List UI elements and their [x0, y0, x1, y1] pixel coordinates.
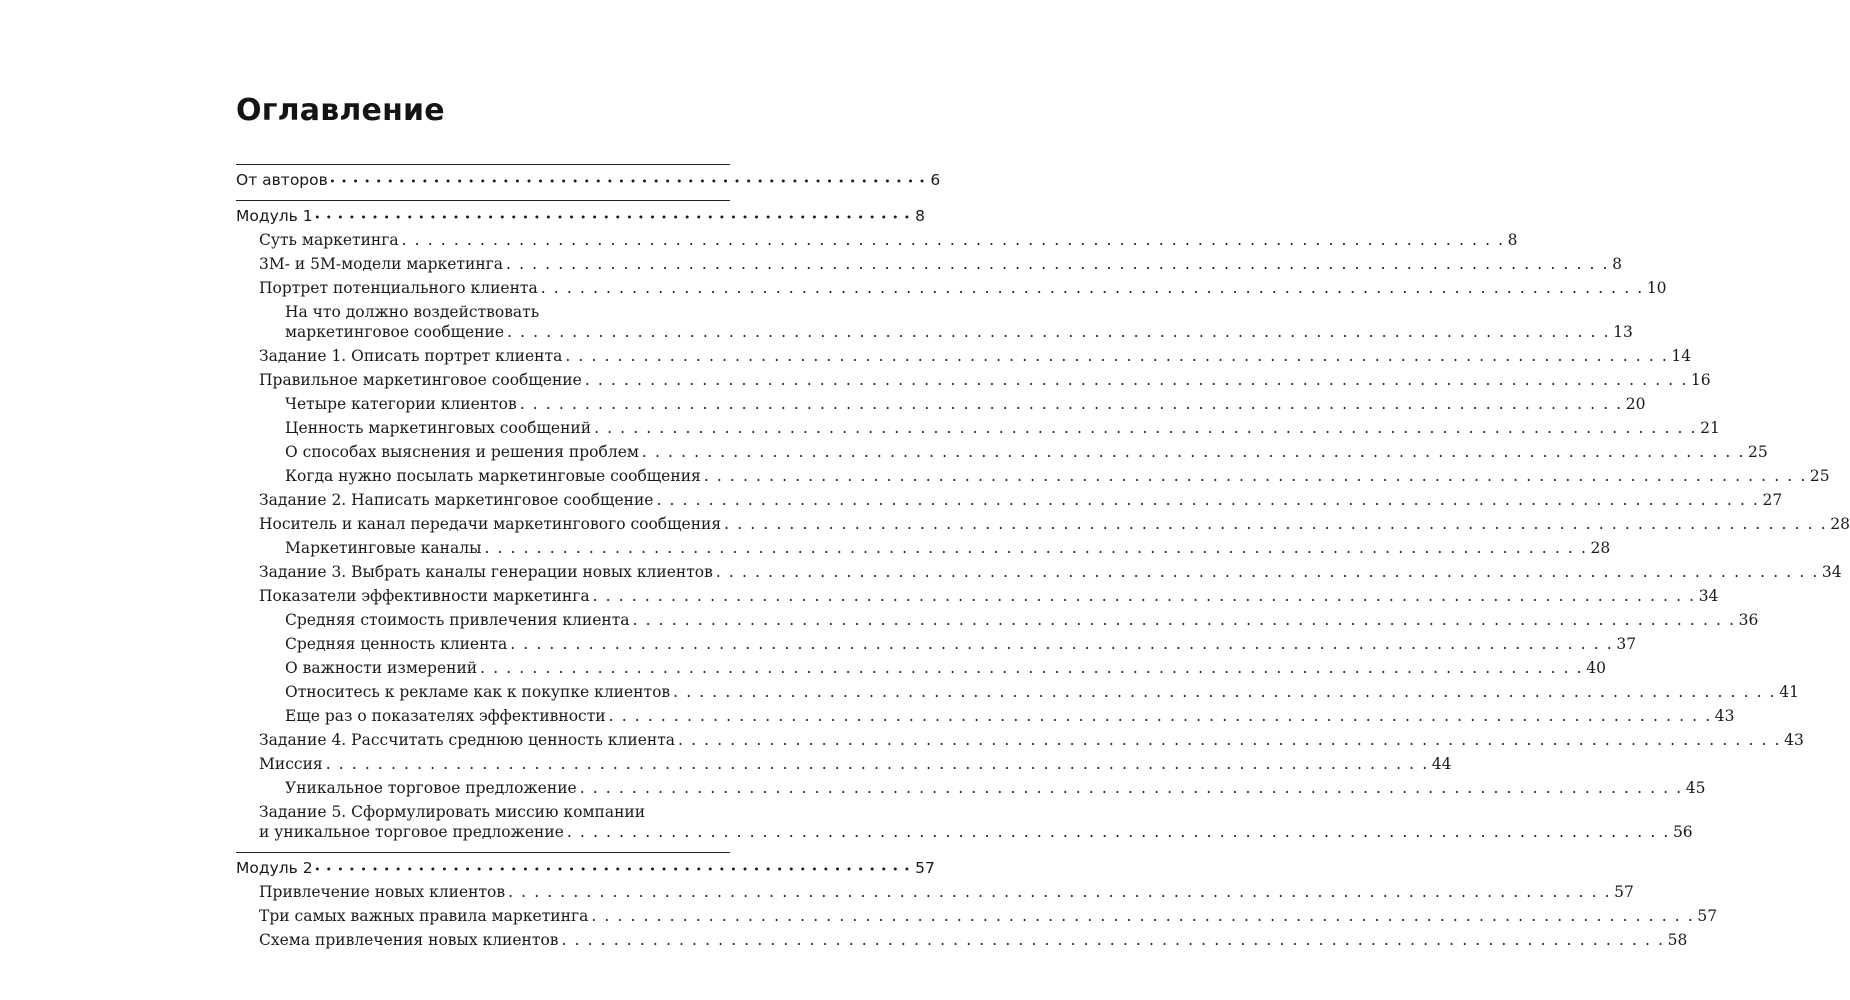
toc-entry-title: О способах выяснения и решения проблем — [285, 443, 639, 461]
toc-entry-page: 13 — [1613, 323, 1633, 341]
toc-entry[interactable] — [236, 303, 730, 323]
toc-entry-title: На что должно воздействовать — [285, 303, 540, 321]
toc-entry-page: 43 — [1714, 707, 1735, 725]
toc-entry[interactable] — [236, 683, 1799, 707]
toc-entry[interactable] — [236, 883, 1634, 907]
dot-leader — [506, 255, 1609, 273]
dot-leader — [562, 931, 1665, 949]
toc-entry-title: 3М- и 5М-модели маркетинга — [259, 255, 504, 273]
dot-leader — [580, 779, 1683, 797]
dot-leader — [678, 731, 1781, 749]
page-title: Оглавление — [236, 93, 445, 128]
toc-entry[interactable] — [236, 707, 1735, 731]
toc-entry-page: 43 — [1784, 731, 1804, 749]
toc-entry-page: 28 — [1830, 515, 1850, 533]
dot-leader — [484, 539, 1587, 557]
toc-entry-page: 6 — [930, 171, 941, 189]
toc-entry[interactable] — [236, 395, 1646, 419]
dot-leader — [594, 419, 1697, 437]
toc-entry[interactable] — [236, 659, 1606, 683]
toc-entry-page: 20 — [1625, 395, 1646, 413]
toc-list — [236, 164, 1850, 955]
dot-leader — [673, 683, 1776, 701]
toc-entry-title: Схема привлечения новых клиентов — [259, 931, 559, 949]
dot-leader — [704, 467, 1807, 485]
toc-section-entry[interactable] — [236, 200, 925, 231]
toc-section-entry[interactable] — [236, 164, 941, 195]
toc-entry-page: 57 — [1697, 907, 1718, 925]
dot-leader — [520, 395, 1623, 413]
toc-entry-title: Еще раз о показателях эффективности — [285, 707, 606, 725]
toc-entry[interactable] — [236, 255, 1622, 279]
toc-entry-title: Ценность маркетинговых сообщений — [285, 419, 592, 437]
toc-entry-title: Показатели эффективности маркетинга — [259, 587, 590, 605]
toc-entry[interactable] — [236, 231, 1518, 255]
toc-entry[interactable] — [236, 731, 1804, 755]
dot-leader — [609, 707, 1712, 725]
toc-entry-title: Средняя ценность клиента — [285, 635, 508, 653]
toc-entry-title: Задание 5. Сформулировать миссию компании — [259, 803, 646, 821]
toc-entry-title: Четыре категории клиентов — [285, 395, 517, 413]
toc-entry-title: Три самых важных правила маркетинга — [259, 907, 589, 925]
toc-entry[interactable] — [236, 491, 1783, 515]
toc-entry-title: Относитесь к рекламе как к покупке клиентов — [285, 683, 671, 701]
toc-entry-page: 8 — [915, 207, 925, 225]
toc-entry-page: 44 — [1431, 755, 1452, 773]
dot-leader — [642, 443, 1745, 461]
toc-entry-title: Портрет потенциального клиента — [259, 279, 538, 297]
toc-entry-title: От авторов — [236, 171, 328, 189]
toc-entry[interactable] — [236, 779, 1706, 803]
toc-entry-title: Миссия — [259, 755, 323, 773]
toc-entry[interactable] — [236, 443, 1768, 467]
toc-entry[interactable] — [236, 611, 1759, 635]
toc-entry[interactable] — [236, 931, 1688, 955]
dot-leader — [591, 907, 1694, 925]
dot-leader — [507, 323, 1610, 341]
toc-entry[interactable] — [236, 907, 1718, 931]
toc-entry-page: 41 — [1779, 683, 1799, 701]
toc-entry-title: Задание 1. Описать портрет клиента — [259, 347, 563, 365]
toc-entry-page: 21 — [1700, 419, 1720, 437]
toc-entry-title: Модуль 1 — [236, 207, 313, 225]
toc-entry-title: маркетинговое сообщение — [285, 323, 505, 341]
toc-entry[interactable] — [236, 347, 1692, 371]
dot-leader — [326, 755, 1429, 773]
dot-leader — [402, 231, 1505, 249]
toc-entry-page: 10 — [1646, 279, 1667, 297]
toc-entry[interactable] — [236, 467, 1830, 491]
toc-entry[interactable] — [236, 823, 1693, 847]
toc-entry-title: Правильное маркетинговое сообщение — [259, 371, 582, 389]
toc-entry-page: 34 — [1821, 563, 1842, 581]
toc-entry-title: Уникальное торговое предложение — [285, 779, 577, 797]
toc-entry[interactable] — [236, 539, 1611, 563]
toc-entry-page: 58 — [1667, 931, 1688, 949]
dot-leader — [565, 347, 1668, 365]
toc-entry-page: 36 — [1738, 611, 1759, 629]
toc-entry-page: 45 — [1685, 779, 1706, 797]
toc-entry-title: Модуль 2 — [236, 859, 313, 877]
toc-entry[interactable] — [236, 371, 1711, 395]
dot-leader — [656, 491, 1759, 509]
toc-entry-title: Задание 2. Написать маркетинговое сообщение — [259, 491, 654, 509]
dot-leader — [508, 883, 1611, 901]
toc-entry[interactable] — [236, 323, 1633, 347]
toc-entry-page: 57 — [1614, 883, 1634, 901]
toc-entry-page: 28 — [1590, 539, 1611, 557]
dot-leader — [541, 279, 1644, 297]
toc-entry[interactable] — [236, 279, 1667, 303]
dot-leader — [567, 823, 1670, 841]
toc-entry-page: 34 — [1698, 587, 1719, 605]
dot-leader — [585, 371, 1688, 389]
dot-leader — [716, 563, 1819, 581]
toc-entry-page: 27 — [1762, 491, 1783, 509]
dot-leader — [593, 587, 1696, 605]
toc-entry-page: 8 — [1612, 255, 1622, 273]
toc-entry-page: 8 — [1507, 231, 1518, 249]
toc-entry-title: и уникальное торговое предложение — [259, 823, 564, 841]
dot-leader — [480, 659, 1583, 677]
toc-entry-title: О важности измерений — [285, 659, 478, 677]
toc-entry-title: Задание 4. Рассчитать среднюю ценность клиента — [259, 731, 676, 749]
dot-leader — [724, 515, 1827, 533]
toc-entry-title: Задание 3. Выбрать каналы генерации новых клиентов — [259, 563, 713, 581]
toc-entry-page: 37 — [1616, 635, 1637, 653]
toc-entry-page: 57 — [915, 859, 935, 877]
toc-entry-title: Маркетинговые каналы — [285, 539, 482, 557]
dot-leader — [316, 859, 913, 877]
toc-entry-title: Средняя стоимость привлечения клиента — [285, 611, 630, 629]
toc-entry[interactable] — [236, 515, 1850, 539]
toc-entry[interactable] — [236, 419, 1720, 443]
dot-leader — [633, 611, 1736, 629]
toc-entry-page: 40 — [1586, 659, 1606, 677]
toc-entry-page: 25 — [1747, 443, 1768, 461]
toc-entry[interactable] — [236, 563, 1842, 587]
toc-entry[interactable] — [236, 803, 730, 823]
toc-entry-title: Когда нужно посылать маркетинговые сообщения — [285, 467, 701, 485]
dot-leader — [331, 171, 928, 189]
toc-section-entry[interactable] — [236, 852, 935, 883]
toc-entry-title: Суть маркетинга — [259, 231, 399, 249]
toc-entry[interactable] — [236, 635, 1637, 659]
toc-entry-page: 25 — [1809, 467, 1830, 485]
toc-entry-page: 14 — [1671, 347, 1692, 365]
dot-leader — [316, 207, 913, 225]
dot-leader — [510, 635, 1613, 653]
toc-entry[interactable] — [236, 587, 1719, 611]
toc-entry-page: 56 — [1672, 823, 1693, 841]
toc-entry[interactable] — [236, 755, 1452, 779]
toc-entry-title: Носитель и канал передачи маркетингового сообщения — [259, 515, 722, 533]
toc-entry-page: 16 — [1690, 371, 1711, 389]
toc-entry-title: Привлечение новых клиентов — [259, 883, 506, 901]
